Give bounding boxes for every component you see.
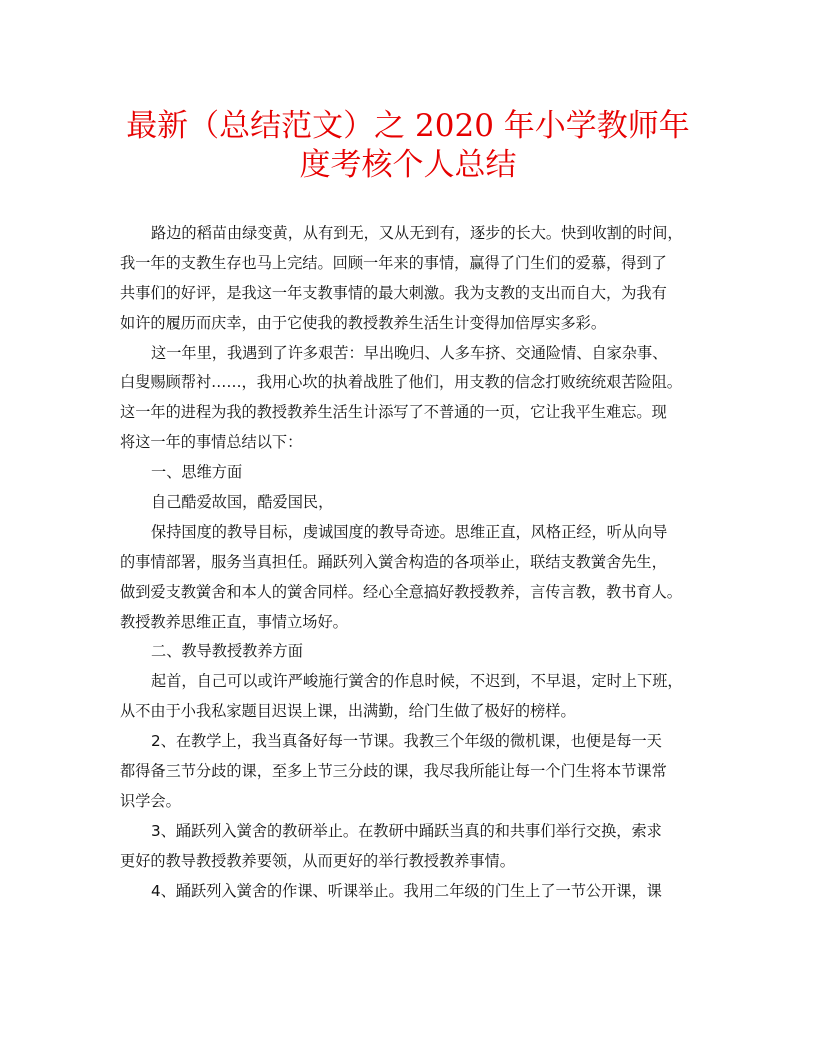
document-title-line-1: 最新（总结范文）之 2020 年小学教师年	[126, 108, 690, 144]
body-line: 2、在教学上，我当真备好每一节课。我教三个年级的微机课，也便是每一天	[151, 732, 662, 751]
body-line: 白叟赐顾帮衬……，我用心坎的执着战胜了他们，用支教的信念打败统统艰苦险阻。	[120, 373, 682, 392]
body-line: 二、教导教授教养方面	[151, 642, 303, 661]
body-line: 这一年里，我遇到了许多艰苦：早出晚归、人多车挤、交通险情、自家杂事、	[151, 343, 668, 362]
body-line: 从不由于小我私家题目迟误上课，出满勤，给门生做了极好的榜样。	[120, 702, 576, 721]
body-line: 识学会。	[120, 791, 181, 810]
body-line: 路边的稻苗由绿变黄，从有到无，又从无到有，逐步的长大。快到收割的时间，	[151, 224, 683, 242]
body-line: 自己酷爱故国，酷爱国民，	[151, 493, 334, 512]
body-line: 共事们的好评，是我这一年支教事情的最大刺激。我为支教的支出而自大，为我有	[120, 283, 667, 302]
body-line: 起首，自己可以或许严峻施行黉舍的作息时候，不迟到，不早退，定时上下班，	[151, 672, 683, 691]
body-line: 一、思维方面	[151, 463, 243, 482]
body-line: 3、踊跃列入黉舍的教研举止。在教研中踊跃当真的和共事们举行交换，索求	[151, 821, 662, 840]
body-line: 将这一年的事情总结以下：	[120, 433, 303, 452]
body-line: 的事情部署，服务当真担任。踊跃列入黉舍构造的各项举止，联结支教黉舍先生，	[120, 552, 667, 571]
body-line: 做到爱支教黉舍和本人的黉舍同样。经心全意搞好教授教养，言传言教，教书育人。	[120, 582, 682, 601]
body-line: 都得备三节分歧的课，至多上节三分歧的课，我尽我所能让每一个门生将本节课常	[120, 762, 667, 781]
body-line: 更好的教导教授教养要领，从而更好的举行教授教养事情。	[120, 851, 515, 870]
body-line: 这一年的进程为我的教授教养生活生计添写了不普通的一页，它让我平生难忘。现	[120, 403, 667, 422]
document-title-line-2: 度考核个人总结	[299, 147, 517, 183]
body-line: 教授教养思维正直，事情立场好。	[120, 612, 348, 631]
body-line: 如许的履历而庆幸，由于它使我的教授教养生活生计变得加倍厚实多彩。	[120, 313, 606, 332]
body-line: 我一年的支教生存也马上完结。回顾一年来的事情，赢得了门生们的爱慕，得到了	[120, 253, 667, 272]
body-line: 保持国度的教导目标，虔诚国度的教导奇迹。思维正直，风格正经，听从向导	[151, 522, 668, 541]
document-body	[120, 219, 700, 906]
body-line: 4、踊跃列入黉舍的作课、听课举止。我用二年级的门生上了一节公开课，课	[151, 881, 662, 900]
